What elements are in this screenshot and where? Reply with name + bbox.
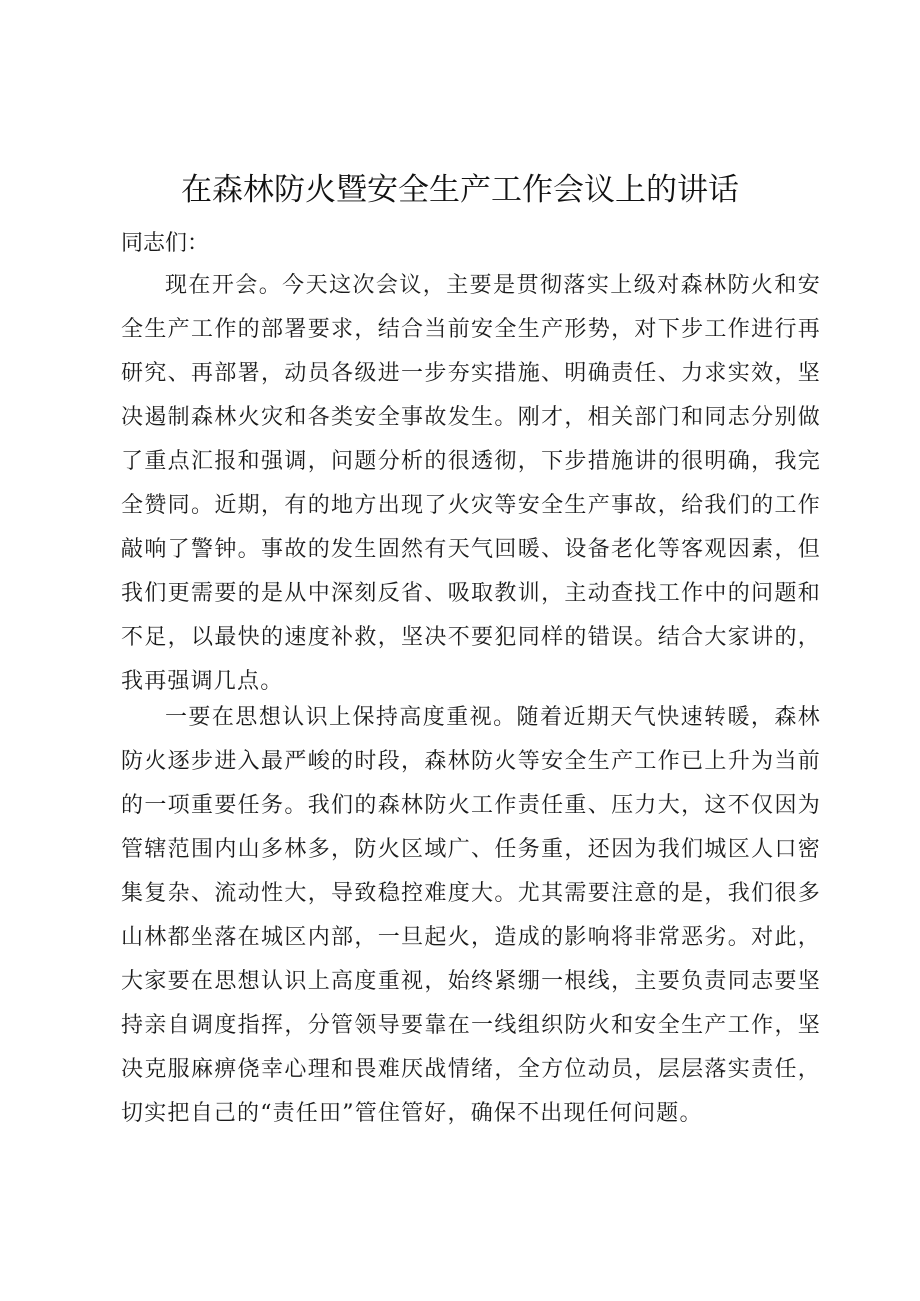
document-title: 在森林防火暨安全生产工作会议上的讲话 xyxy=(181,172,739,208)
paragraph-opening: 现在开会。今天这次会议，主要是贯彻落实上级对森林防火和安全生产工作的部署要求，结合当前安全生产形势，对下步工作进行再研究、再部署，动员各级进一步夯实措施、明确责任、力求实效，坚决遏制森林火灾和各类安全事故发生。刚才，相关部门和同志分别做了重点汇报和强调，问题分析的很透彻，下步措施讲的很明确，我完全赞同。近期，有的地方出现了火灾等安全生产事故，给我们的工作敲响了警钟。事故的发生固然有天气回暖、设备老化等客观因素，但我们更需要的是从中深刻反省、吸取教训，主动查找工作中的问题和不足，以最快的速度补救，坚决不要犯同样的错误。结合大家讲的，我再强调几点。 xyxy=(121,273,821,694)
paragraph-point-one: 一要在思想认识上保持高度重视。随着近期天气快速转暖，森林防火逐步进入最严峻的时段，森林防火等安全生产工作已上升为当前的一项重要任务。我们的森林防火工作责任重、压力大，这不仅因为管辖范围内山多林多，防火区域广、任务重，还因为我们城区人口密集复杂、流动性大，导致稳控难度大。尤其需要注意的是，我们很多山林都坐落在城区内部，一旦起火，造成的影响将非常恶劣。对此，大家要在思想认识上高度重视，始终紧绷一根线，主要负责同志要坚持亲自调度指挥，分管领导要靠在一线组织防火和安全生产工作，坚决克服麻痹侥幸心理和畏难厌战情绪，全方位动员，层层落实责任，切实把自己的“责任田”管住管好，确保不出现任何问题。 xyxy=(121,705,821,1126)
salutation: 同志们： xyxy=(121,231,210,256)
